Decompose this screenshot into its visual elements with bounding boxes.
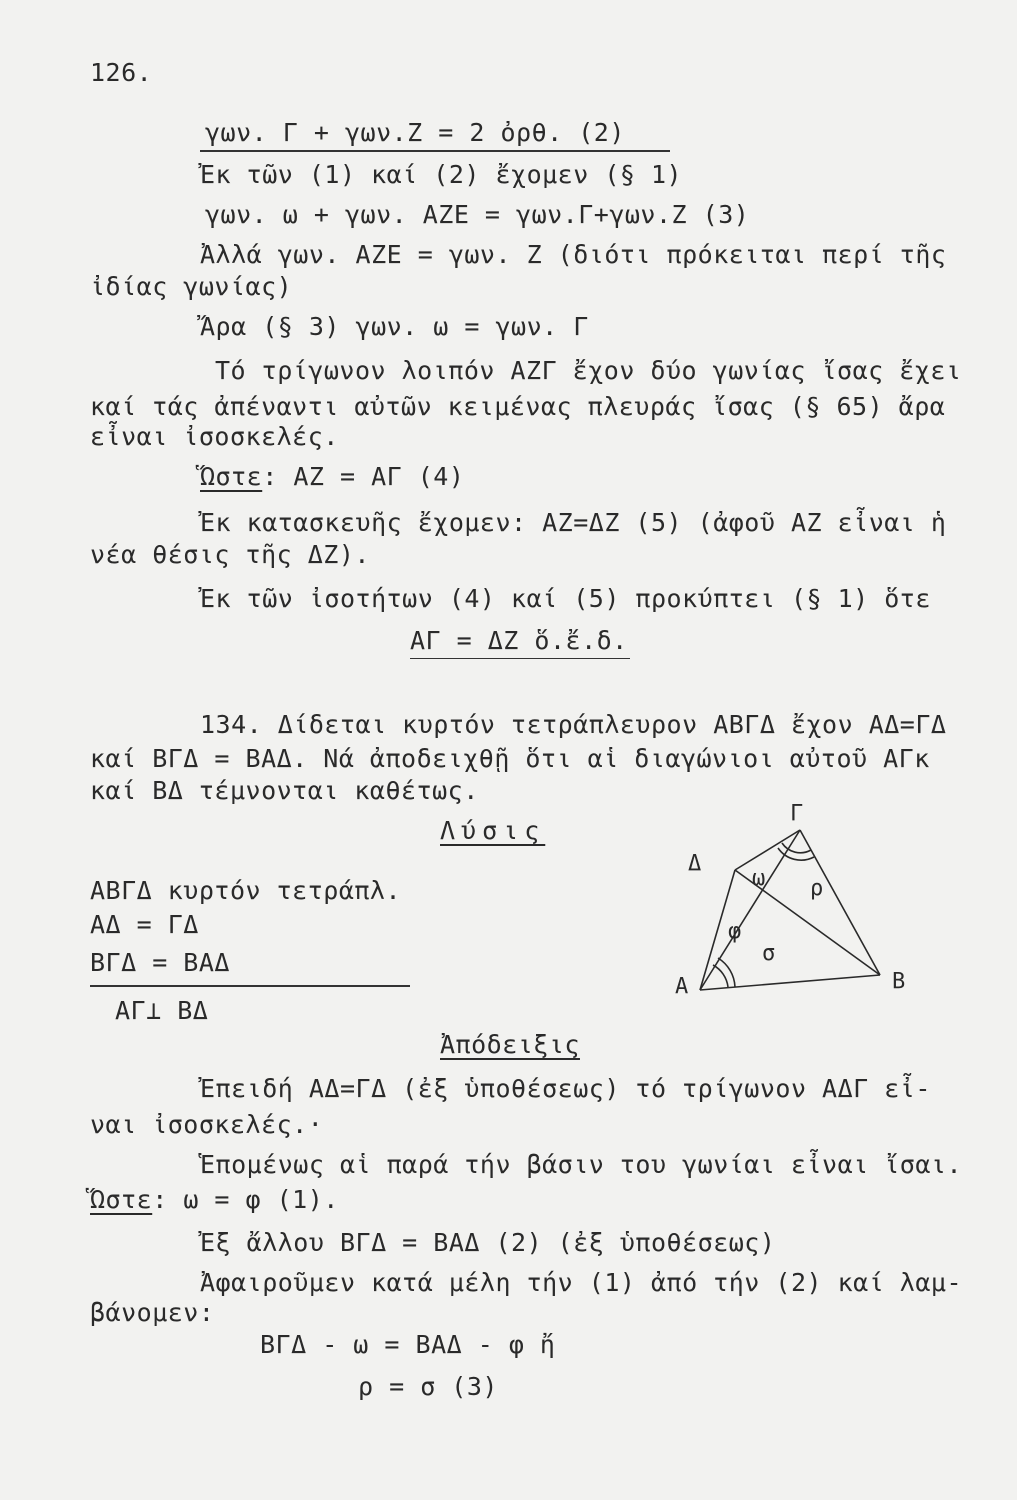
proof2-line-8: ΒΓΔ - ω = ΒΑΔ - φ ἤ <box>260 1330 556 1359</box>
edge-bg <box>800 830 880 975</box>
given-underline <box>90 985 410 987</box>
proof-line-11: Ἐκ κατασκευῆς ἔχομεν: ΑΖ=ΔΖ (5) (ἀφοῦ ΑΖ εἶναι ἡ <box>200 508 947 537</box>
proof2-line-5: Ἐξ ἄλλου ΒΓΔ = ΒΑΔ (2) (ἐξ ὑποθέσεως) <box>200 1228 776 1257</box>
vertex-label-g: Γ <box>790 801 804 826</box>
proof2-line-1: Ἐπειδή ΑΔ=ΓΔ (ἐξ ὑποθέσεως) τό τρίγωνον ΑΔΓ εἶ- <box>200 1074 931 1103</box>
vertex-label-d: Δ <box>688 851 702 876</box>
proof-line-12: νέα θέσις τῆς ΔΖ). <box>90 540 370 569</box>
conclusion-underline <box>410 658 630 659</box>
angle-label-rho: ρ <box>810 876 824 901</box>
problem-line-3: καί ΒΔ τέμνονται καθέτως. <box>90 776 479 805</box>
proof-conclusion: ΑΓ = ΔΖ ὅ.ἔ.δ. <box>410 626 628 655</box>
solution-heading: Λύσις <box>440 816 546 845</box>
proof-line-3: γων. ω + γων. ΑΖΕ = γων.Γ+γων.Ζ (3) <box>205 200 750 229</box>
vertex-label-b: Β <box>892 969 906 994</box>
angle-label-omega: ω <box>752 866 766 891</box>
proof-line-13: Ἐκ τῶν ἰσοτήτων (4) καί (5) προκύπτει (§ 1) ὅτε <box>200 584 931 613</box>
given-line-2: ΑΔ = ΓΔ <box>90 910 199 939</box>
proof-line-5: ἰδίας γωνίας) <box>90 272 293 301</box>
angle-label-phi: φ <box>728 919 742 944</box>
angle-label-sigma: σ <box>762 941 776 966</box>
proof-heading: Ἀπόδειξις <box>440 1030 580 1059</box>
given-line-4: ΑΓ⊥ ΒΔ <box>115 996 209 1025</box>
proof-underline <box>200 150 670 152</box>
proof2-line-9: ρ = σ (3) <box>358 1372 498 1401</box>
proof2-line-2: ναι ἰσοσκελές.· <box>90 1110 324 1139</box>
wste-label: Ὥστε <box>200 462 263 491</box>
proof-line-10: Ὥστε: ΑΖ = ΑΓ (4) <box>200 462 465 491</box>
proof-line-9: εἶναι ἰσοσκελές. <box>90 422 339 451</box>
quadrilateral-figure <box>660 790 940 1020</box>
given-line-3: ΒΓΔ = ΒΑΔ <box>90 948 230 977</box>
proof-line-2: Ἐκ τῶν (1) καί (2) ἔχομεν (§ 1) <box>200 160 683 189</box>
proof2-line-7: βάνομεν: <box>90 1298 215 1327</box>
wste-label-2: Ὥστε <box>90 1185 153 1214</box>
problem-line-1: 134. Δίδεται κυρτόν τετράπλευρον ΑΒΓΔ ἔχον ΑΔ=ΓΔ <box>200 710 947 739</box>
proof2-line-4: Ὥστε: ω = φ (1). <box>90 1185 339 1214</box>
proof2-line-6: Ἀφαιροῦμεν κατά μέλη τήν (1) ἀπό τήν (2) καί λαμ- <box>200 1268 963 1297</box>
proof-line-8: καί τάς ἀπέναντι αὐτῶν κειμένας πλευράς ἴσας (§ 65) ἄρα <box>90 392 946 421</box>
vertex-label-a: Α <box>675 974 689 999</box>
given-line-1: ΑΒΓΔ κυρτόν τετράπλ. <box>90 876 402 905</box>
proof-line-6: Ἄρα (§ 3) γων. ω = γων. Γ <box>200 312 589 341</box>
page-number: 126. <box>90 58 153 87</box>
problem-line-2: καί ΒΓΔ = ΒΑΔ. Νά ἀποδειχθῇ ὅτι αἱ διαγώνιοι αὐτοῦ ΑΓκ <box>90 744 930 773</box>
proof-line-7: Τό τρίγωνον λοιπόν ΑΖΓ ἔχον δύο γωνίας ἴσας ἔχει <box>215 356 962 385</box>
proof-line-1: γων. Γ + γων.Ζ = 2 ὀρθ. (2) <box>205 118 625 147</box>
angle-arc-a2 <box>713 965 728 987</box>
proof-line-4: Ἀλλά γων. ΑΖΕ = γων. Ζ (διότι πρόκειται περί τῆς <box>200 240 947 269</box>
angle-arc-g2 <box>778 848 814 860</box>
proof2-line-3: Ἑπομένως αἱ παρά τήν βάσιν του γωνίαι εἶναι ἴσαι. <box>200 1150 963 1179</box>
